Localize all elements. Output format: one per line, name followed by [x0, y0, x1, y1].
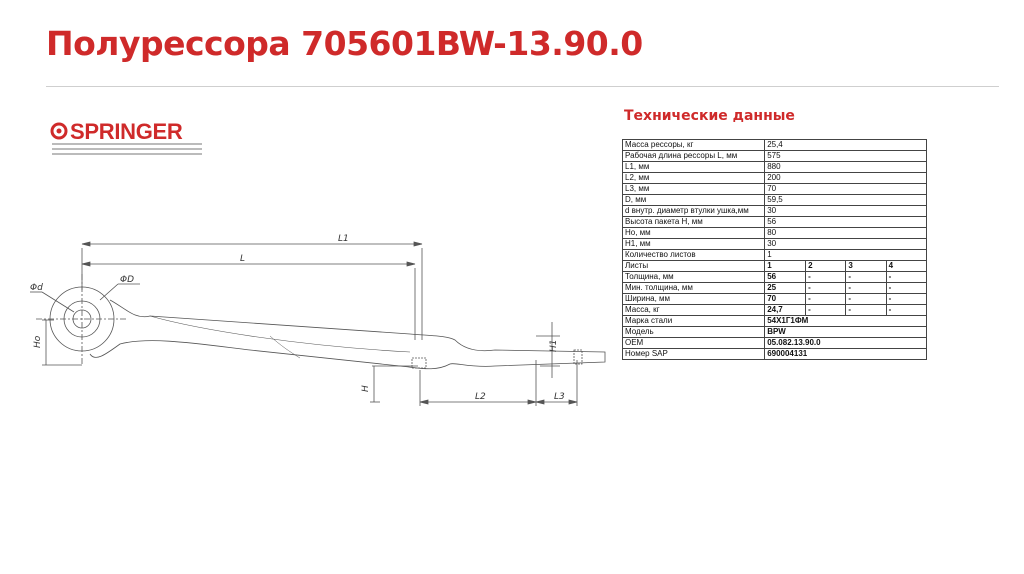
- spec-label: Масса, кг: [623, 305, 765, 316]
- spec-value: 70: [765, 294, 806, 305]
- spec-label: L2, мм: [623, 173, 765, 184]
- spec-value: 70: [765, 184, 927, 195]
- label-H: H: [361, 385, 371, 392]
- spec-value: -: [886, 305, 926, 316]
- table-row: [623, 283, 927, 294]
- table-row: [623, 173, 927, 184]
- spec-label: Высота пакета H, мм: [623, 217, 765, 228]
- table-row: [623, 184, 927, 195]
- spec-value: BPW: [765, 327, 927, 338]
- spec-value: 54X1Г1ФМ: [765, 316, 927, 327]
- spec-label: H1, мм: [623, 239, 765, 250]
- spec-label: OEM: [623, 338, 765, 349]
- spec-label: D, мм: [623, 195, 765, 206]
- spec-value: 1: [765, 250, 927, 261]
- table-row: [623, 140, 927, 151]
- spec-value: -: [886, 294, 926, 305]
- table-row: [623, 217, 927, 228]
- spec-value: 575: [765, 151, 927, 162]
- label-H1: H1: [549, 339, 559, 352]
- spec-value: 24,7: [765, 305, 806, 316]
- spec-label: Рабочая длина рессоры L, мм: [623, 151, 765, 162]
- spec-label: Марка стали: [623, 316, 765, 327]
- label-L1: L1: [338, 234, 349, 244]
- label-L2: L2: [475, 392, 486, 402]
- spec-label: Толщина, мм: [623, 272, 765, 283]
- spec-label: Масса рессоры, кг: [623, 140, 765, 151]
- spec-value: -: [846, 283, 886, 294]
- label-phi-d: Φd: [30, 283, 43, 293]
- spec-label: Количество листов: [623, 250, 765, 261]
- spec-value: -: [846, 294, 886, 305]
- spec-value: 30: [765, 239, 927, 250]
- table-row: [623, 305, 927, 316]
- brand-name: SPRINGER: [70, 119, 183, 144]
- spec-value: 4: [886, 261, 926, 272]
- spec-value: 30: [765, 206, 927, 217]
- table-row: [623, 294, 927, 305]
- table-row: [623, 228, 927, 239]
- table-row: [623, 316, 927, 327]
- label-phi-D: ΦD: [120, 275, 135, 285]
- spec-value: -: [846, 272, 886, 283]
- spec-value: 690004131: [765, 349, 927, 360]
- spec-label: Листы: [623, 261, 765, 272]
- table-row: [623, 272, 927, 283]
- spec-label: Ho, мм: [623, 228, 765, 239]
- spec-value: 56: [765, 217, 927, 228]
- table-row: [623, 151, 927, 162]
- spec-value: -: [806, 294, 846, 305]
- table-row: [623, 338, 927, 349]
- spec-label: Мин. толщина, мм: [623, 283, 765, 294]
- spec-value: 880: [765, 162, 927, 173]
- spec-value: 56: [765, 272, 806, 283]
- spec-value: 80: [765, 228, 927, 239]
- spec-value: 1: [765, 261, 806, 272]
- spec-value: 25: [765, 283, 806, 294]
- spec-value: -: [806, 283, 846, 294]
- label-L3: L3: [554, 392, 565, 402]
- spec-value: -: [846, 305, 886, 316]
- spec-value: 25,4: [765, 140, 927, 151]
- spec-value: -: [886, 272, 926, 283]
- spec-value: -: [886, 283, 926, 294]
- spec-label: Номер SAP: [623, 349, 765, 360]
- spec-value: 59,5: [765, 195, 927, 206]
- spec-label: d внутр. диаметр втулки ушка,мм: [623, 206, 765, 217]
- label-L: L: [240, 254, 246, 264]
- page-title: Полурессора 705601BW-13.90.0: [46, 24, 643, 63]
- table-row: [623, 250, 927, 261]
- spec-value: 2: [806, 261, 846, 272]
- table-row: [623, 261, 927, 272]
- spec-label: Ширина, мм: [623, 294, 765, 305]
- spec-value: 05.082.13.90.0: [765, 338, 927, 349]
- spec-value: -: [806, 305, 846, 316]
- spec-value: 3: [846, 261, 886, 272]
- table-row: [623, 349, 927, 360]
- spec-label: Модель: [623, 327, 765, 338]
- table-row: [623, 327, 927, 338]
- table-row: [623, 162, 927, 173]
- table-row: [623, 206, 927, 217]
- label-Ho: Ho: [33, 335, 43, 348]
- specs-section-title: Технические данные: [624, 108, 795, 124]
- spec-label: L1, мм: [623, 162, 765, 173]
- spec-value: 200: [765, 173, 927, 184]
- spec-label: L3, мм: [623, 184, 765, 195]
- table-row: [623, 195, 927, 206]
- table-row: [623, 239, 927, 250]
- leaf-profile: [90, 300, 605, 369]
- specs-table: [622, 139, 927, 360]
- spec-value: -: [806, 272, 846, 283]
